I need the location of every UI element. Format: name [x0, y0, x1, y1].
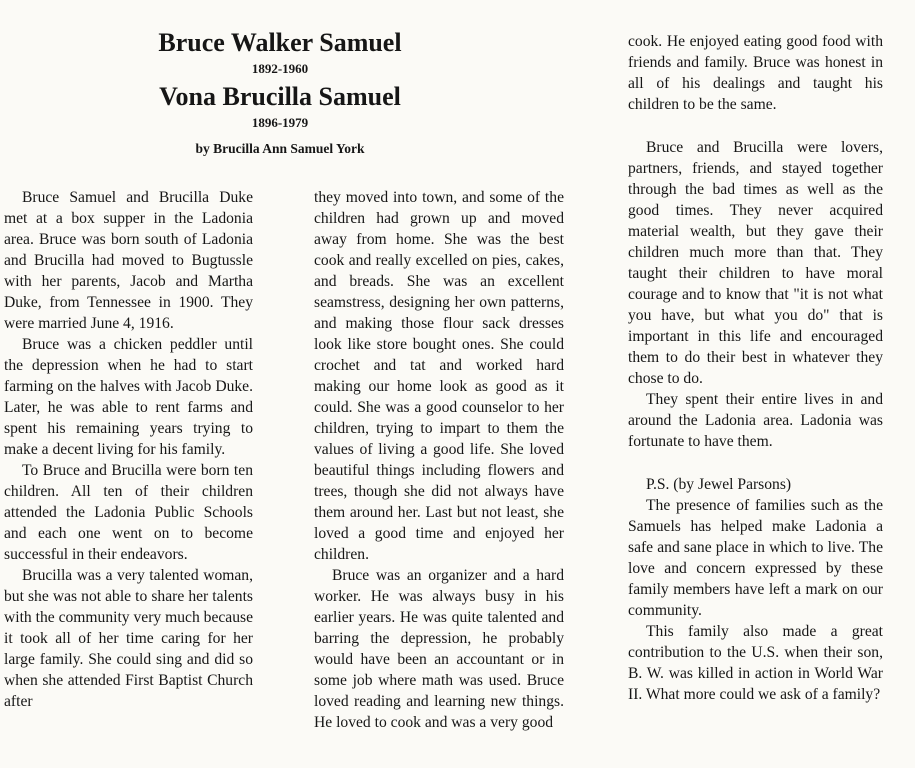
text-column-1 [4, 187, 253, 712]
text-column-2 [314, 187, 564, 733]
paragraph: The presence of families such as the Samuels has helped make Ladonia a safe and sane place in which to live. The love and concern expressed by these family members have left a mark on our community. [628, 497, 883, 619]
author-byline: by Brucilla Ann Samuel York [195, 141, 365, 156]
paragraph: They spent their entire lives in and around the Ladonia area. Ladonia was fortunate to have them. [628, 391, 883, 450]
subject-dates-1: 1892-1960 [251, 61, 309, 76]
subject-dates-2: 1896-1979 [251, 115, 309, 130]
postscript-heading: P.S. (by Jewel Parsons) [646, 476, 792, 493]
subject-name-2: Vona Brucilla Samuel [159, 82, 401, 111]
paragraph: cook. He enjoyed eating good food with friends and family. Bruce was honest in all of his dealings and taught his children to be the same. [628, 33, 883, 113]
paragraph: Bruce and Brucilla were lovers, partners, friends, and stayed together through the bad times as well as the good times. They never acquired material wealth, but they gave their children much more than that. They taught their children to have moral courage and to know that "it is not what you have, but what you do" that is important in this life and encouraged them to do their best in whatever they chose to do. [628, 139, 883, 387]
text-column-3 [628, 31, 883, 705]
paragraph: Brucilla was a very talented woman, but she was not able to share her talents with the community very much because it took all of her time caring for her large family. She could sing and did so when she attended First Baptist Church after [4, 567, 253, 710]
paragraph: Bruce was a chicken peddler until the depression when he had to start farming on the halves with Jacob Duke. Later, he was able to rent farms and spent his remaining years trying to make a decent living for his family. [4, 336, 253, 458]
article-header [100, 28, 460, 158]
paragraph: To Bruce and Brucilla were born ten children. All ten of their children attended the Ladonia Public Schools and each one went on to become successful in their endeavors. [4, 462, 253, 563]
subject-name-1: Bruce Walker Samuel [158, 28, 402, 57]
paragraph: Bruce Samuel and Brucilla Duke met at a box supper in the Ladonia area. Bruce was born south of Ladonia and Brucilla had moved to Bugtussle with her parents, Jacob and Martha Duke, from Tennessee in 1900. They were married June 4, 1916. [4, 189, 253, 332]
paragraph: Bruce was an organizer and a hard worker. He was always busy in his earlier years. He was quite talented and barring the depression, he probably would have been an accountant or in some job where math was used. Bruce loved reading and learning new things. He loved to cook and was a very good [314, 567, 564, 731]
paragraph: This family also made a great contribution to the U.S. when their son, B. W. was killed in action in World War II. What more could we ask of a family? [628, 623, 883, 703]
paragraph: they moved into town, and some of the children had grown up and moved away from home. She was the best cook and really excelled on pies, cakes, and breads. She was an excellent seamstress, designing her own patterns, and making those flour sack dresses look like store bought ones. She could crochet and tat and worked hard making our home look as good as it could. She was a good counselor to her children, trying to impart to them the values of living a good life. She loved beautiful things including flowers and trees, though she did not always have them around her. Last but not least, she loved a good time and enjoyed her children. [314, 189, 564, 563]
